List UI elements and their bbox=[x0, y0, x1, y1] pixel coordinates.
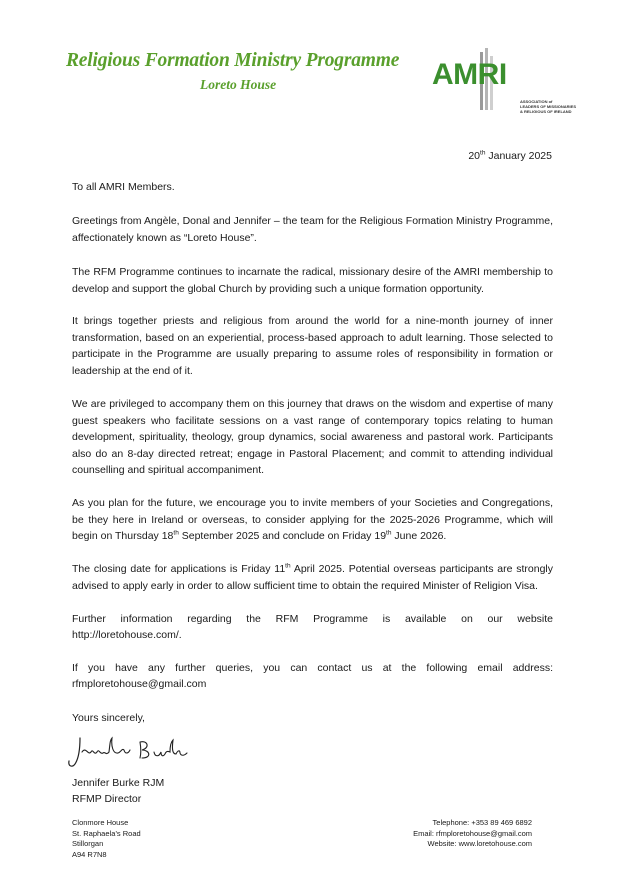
text-run: The closing date for applications is Friday 11 bbox=[72, 563, 286, 575]
handwritten-signature bbox=[66, 734, 196, 770]
footer-address bbox=[72, 818, 141, 860]
amri-logo-text: AMRI bbox=[432, 58, 507, 91]
signer-title: RFMP Director bbox=[72, 793, 142, 805]
letterhead-title: Religious Formation Ministry Programme bbox=[66, 50, 400, 71]
text-run: April 2025. Potential overseas participants are strongly advised to apply early in order to allow sufficient time to obtain the required Minister of Religion Visa. bbox=[72, 563, 553, 592]
amri-logo-tagline bbox=[520, 99, 592, 114]
paragraph-speakers: We are privileged to accompany them on this journey that draws on the wisdom and expertise of many guest speakers who facilitate sessions on a vast range of contemporary topics relating to human development, spirituality, theology, group dynamics, social awareness and pastoral work. Participants also do an 8-day directed retreat; engage in Pastoral Placement; and commit to attending individual counselling and spiritual accompaniment. bbox=[72, 398, 553, 476]
email-link[interactable]: rfmploretohouse@gmail.com bbox=[72, 678, 207, 690]
tagline-line: & RELIGIOUS OF IRELAND bbox=[520, 109, 572, 114]
date-day: 20 bbox=[468, 150, 481, 162]
letterhead-subtitle: Loreto House bbox=[200, 77, 277, 92]
website-link[interactable]: http://loretohouse.com/. bbox=[72, 629, 182, 641]
footer-contact bbox=[413, 818, 532, 850]
footer-website[interactable]: Website: www.loretohouse.com bbox=[427, 839, 532, 848]
tagline-line: ASSOCIATION of bbox=[520, 99, 553, 104]
paragraph-closing-date bbox=[72, 561, 553, 594]
paragraph-greeting: Greetings from Angèle, Donal and Jennifer – the team for the Religious Formation Ministry Programme, affectionately known as “Loreto House”. bbox=[72, 215, 553, 244]
amri-logo bbox=[432, 48, 577, 120]
text-run: As you plan for the future, we encourage you to invite members of your Societies and Congregations, be they here in Ireland or overseas, to consider applying for the 2025-2026 Programme, which will begin on Thursday 18 bbox=[72, 497, 553, 542]
ordinal-suffix: th bbox=[173, 529, 179, 537]
address-line: A94 R7N8 bbox=[72, 849, 107, 859]
date-month-year: January 2025 bbox=[485, 150, 552, 162]
tagline-line: LEADERS OF MISSIONARIES bbox=[520, 104, 577, 109]
paragraph-website: Further information regarding the RFM Programme is available on our website bbox=[72, 613, 553, 625]
ordinal-suffix: th bbox=[285, 562, 291, 570]
signer-name: Jennifer Burke RJM bbox=[72, 777, 165, 789]
paragraph-contact: If you have any further queries, you can contact us at the following email address: bbox=[72, 662, 553, 674]
footer-telephone: Telephone: +353 89 469 6892 bbox=[432, 818, 532, 827]
address-line: Clonmore House bbox=[72, 818, 129, 827]
paragraph-programme: It brings together priests and religious from around the world for a nine-month journey of inner transformation, based on an experiential, process-based approach to adult learning. Those selected to participate in the Programme are usually preparing to assume roles of responsibility in formation or leadership at the end of it. bbox=[72, 315, 553, 377]
paragraph-invitation bbox=[72, 495, 553, 545]
text-run: June 2026. bbox=[391, 530, 447, 542]
date-suffix: th bbox=[480, 149, 486, 157]
footer-email[interactable]: Email: rfmploretohouse@gmail.com bbox=[413, 828, 532, 838]
ordinal-suffix: th bbox=[386, 529, 392, 537]
paragraph-mission: The RFM Programme continues to incarnate the radical, missionary desire of the AMRI membership to develop and support the global Church by providing such a unique formation opportunity. bbox=[72, 266, 553, 295]
address-line: St. Raphaela’s Road bbox=[72, 828, 141, 838]
letter-date bbox=[468, 150, 552, 162]
address-line: Stillorgan bbox=[72, 839, 104, 848]
text-run: September 2025 and conclude on Friday 19 bbox=[178, 530, 387, 542]
closing: Yours sincerely, bbox=[72, 712, 145, 724]
salutation: To all AMRI Members. bbox=[72, 181, 175, 193]
